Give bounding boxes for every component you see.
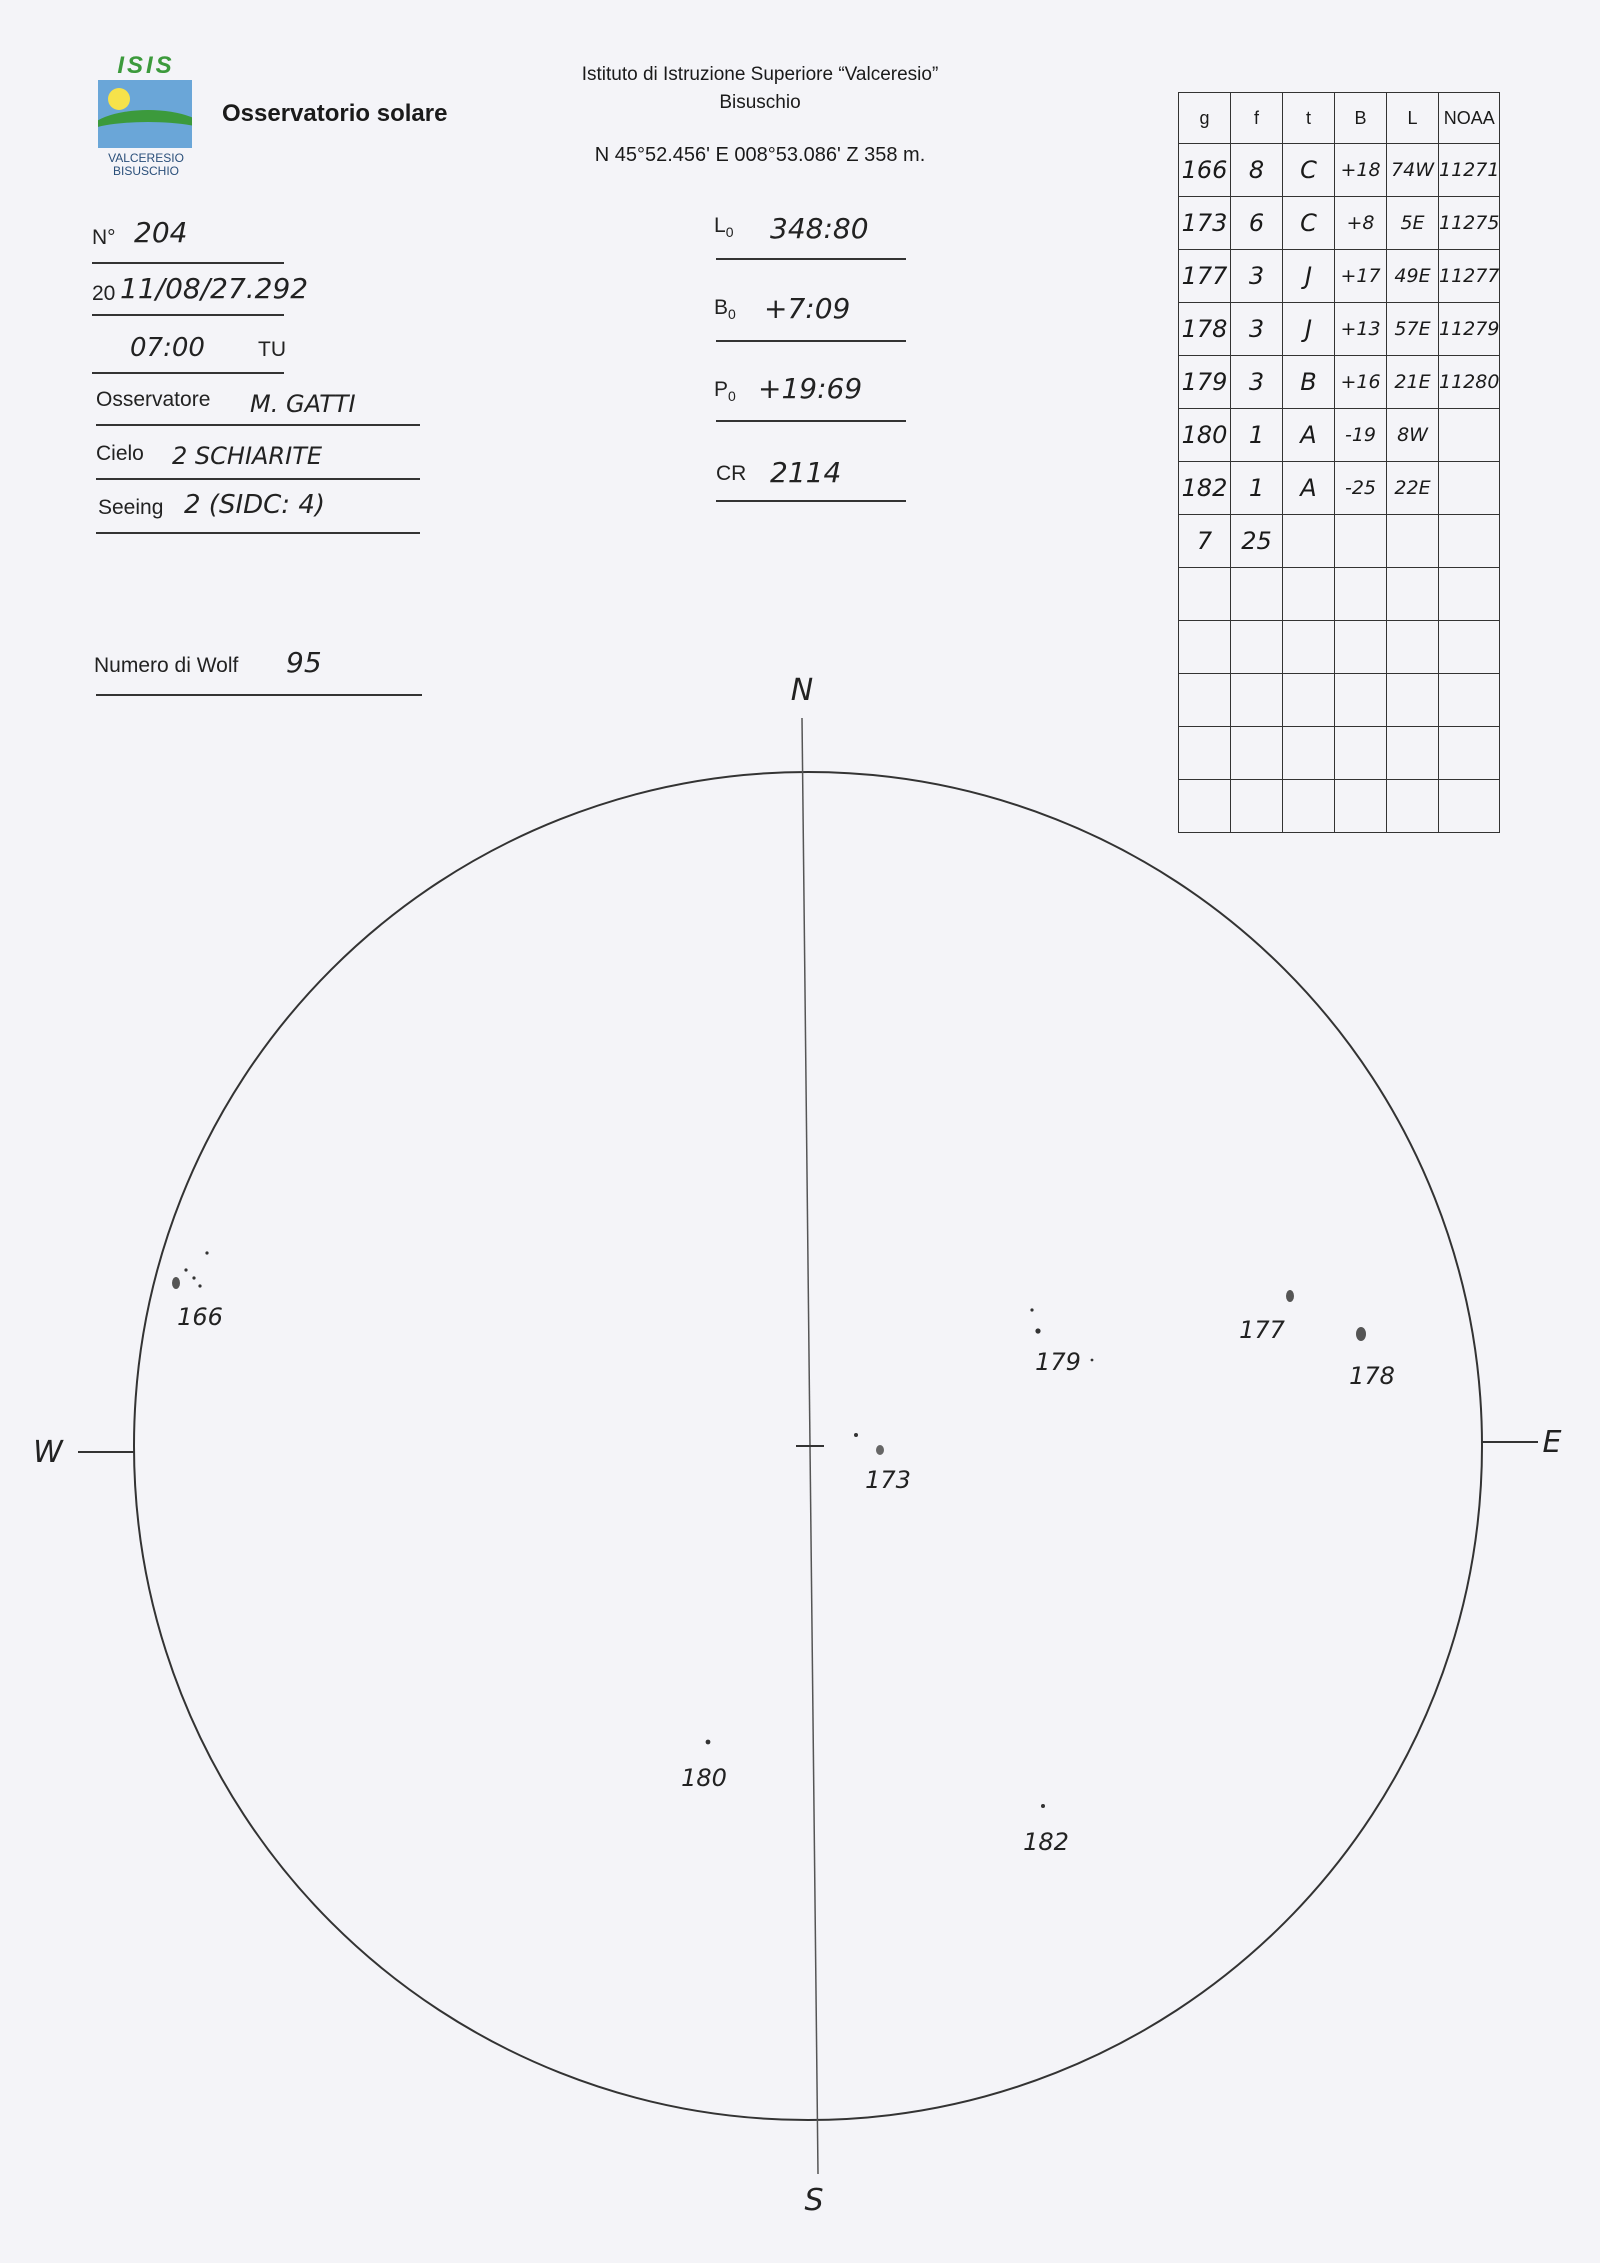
cell-f: 3 (1231, 303, 1283, 356)
l0-value: 348:80 (770, 212, 869, 245)
time-value: 07:00 (130, 333, 205, 363)
l0-letter: L (714, 214, 726, 237)
cell-f: 3 (1231, 250, 1283, 303)
cell-t: J (1283, 303, 1335, 356)
date-prefix: 20 (92, 282, 116, 305)
cell-g: 182 (1179, 462, 1231, 515)
cell-b: +18 (1335, 144, 1387, 197)
station-coordinates: N 45°52.456' E 008°53.086' Z 358 m. (594, 144, 926, 166)
cell-g: 179 (1179, 356, 1231, 409)
sunspot-group-166 (172, 1251, 209, 1289)
time-unit: TU (258, 338, 286, 361)
cell-l: 57E (1387, 303, 1439, 356)
p0-letter: P (714, 378, 729, 401)
cell-l: 8W (1387, 409, 1439, 462)
institute-name: Istituto di Istruzione Superiore “Valceresio” (581, 64, 939, 85)
cell-t: C (1283, 197, 1335, 250)
cell-b: +8 (1335, 197, 1387, 250)
cell-b: -25 (1335, 462, 1387, 515)
col-header-b: B (1335, 93, 1387, 144)
cr-value: 2114 (770, 456, 842, 489)
col-header-noaa: NOAA (1439, 93, 1500, 144)
b0-value: +7:09 (764, 292, 851, 325)
observer-value: M. GATTI (250, 390, 356, 418)
group-label-180: 180 (681, 1764, 727, 1792)
b0-sub: 0 (728, 306, 736, 323)
logo-sub-2: BISUSCHIO (112, 164, 179, 178)
p0-sub: 0 (728, 388, 736, 405)
group-label-178: 178 (1349, 1362, 1395, 1390)
cell-l: 5E (1387, 197, 1439, 250)
col-header-t: t (1283, 93, 1335, 144)
cell-f: 8 (1231, 144, 1283, 197)
south-label: S (804, 2183, 824, 2218)
group-label-166: 166 (177, 1303, 223, 1331)
institute-place: Bisuschio (719, 92, 801, 113)
cell-l: 49E (1387, 250, 1439, 303)
group-label-179: 179 (1035, 1348, 1081, 1376)
cell-noaa: 11275 (1439, 197, 1500, 250)
group-label-173: 173 (865, 1466, 911, 1494)
wolf-value: 95 (286, 646, 322, 679)
cell-g: 178 (1179, 303, 1231, 356)
col-header-g: g (1179, 93, 1231, 144)
sunspot-group-173 (854, 1433, 884, 1455)
cell-t: B (1283, 356, 1335, 409)
number-label: N° (92, 226, 116, 249)
cell-noaa: 11279 (1439, 303, 1500, 356)
cell-noaa: 11277 (1439, 250, 1500, 303)
cell-g: 7 (1179, 515, 1231, 568)
number-value: 204 (134, 216, 188, 249)
cell-l: 21E (1387, 356, 1439, 409)
cell-f: 1 (1231, 409, 1283, 462)
sky-value: 2 SCHIARITE (172, 442, 323, 470)
observer-label: Osservatore (96, 388, 211, 411)
seeing-value: 2 (SIDC: 4) (184, 490, 326, 520)
cell-t: A (1283, 409, 1335, 462)
cell-l: 22E (1387, 462, 1439, 515)
cell-f: 3 (1231, 356, 1283, 409)
cell-b: -19 (1335, 409, 1387, 462)
cell-g: 177 (1179, 250, 1231, 303)
cell-t: A (1283, 462, 1335, 515)
sunspot-group-180 (706, 1740, 711, 1745)
cr-label: CR (716, 462, 747, 485)
east-label: E (1542, 1425, 1562, 1460)
cell-b: +17 (1335, 250, 1387, 303)
cell-g: 180 (1179, 409, 1231, 462)
observatory-title: Osservatorio solare (222, 100, 448, 127)
sunspot-group-178 (1356, 1327, 1366, 1341)
wolf-label: Numero di Wolf (94, 654, 239, 677)
b0-letter: B (714, 296, 729, 319)
cell-t: C (1283, 144, 1335, 197)
logo-title: ISIS (117, 52, 175, 79)
seeing-label: Seeing (98, 496, 164, 519)
cell-g: 166 (1179, 144, 1231, 197)
col-header-f: f (1231, 93, 1283, 144)
cell-t: J (1283, 250, 1335, 303)
p0-value: +19:69 (758, 372, 863, 405)
cell-noaa: 11271 (1439, 144, 1500, 197)
north-label: N (790, 673, 814, 708)
group-label-177: 177 (1239, 1316, 1285, 1344)
cell-noaa: 11280 (1439, 356, 1500, 409)
group-label-182: 182 (1023, 1828, 1069, 1856)
cell-b: +16 (1335, 356, 1387, 409)
cell-f: 1 (1231, 462, 1283, 515)
sunspot-group-177 (1286, 1290, 1294, 1302)
date-value: 11/08/27.292 (120, 272, 309, 305)
col-header-l: L (1387, 93, 1439, 144)
cell-g: 173 (1179, 197, 1231, 250)
west-label: W (33, 1435, 63, 1470)
cell-l: 74W (1387, 144, 1439, 197)
l0-sub: 0 (725, 224, 734, 241)
cell-f: 6 (1231, 197, 1283, 250)
sky-label: Cielo (96, 442, 144, 465)
sunspot-group-182 (1041, 1804, 1045, 1808)
logo-sub-1: VALCERESIO (108, 151, 184, 165)
cell-f: 25 (1231, 515, 1283, 568)
cell-b: +13 (1335, 303, 1387, 356)
